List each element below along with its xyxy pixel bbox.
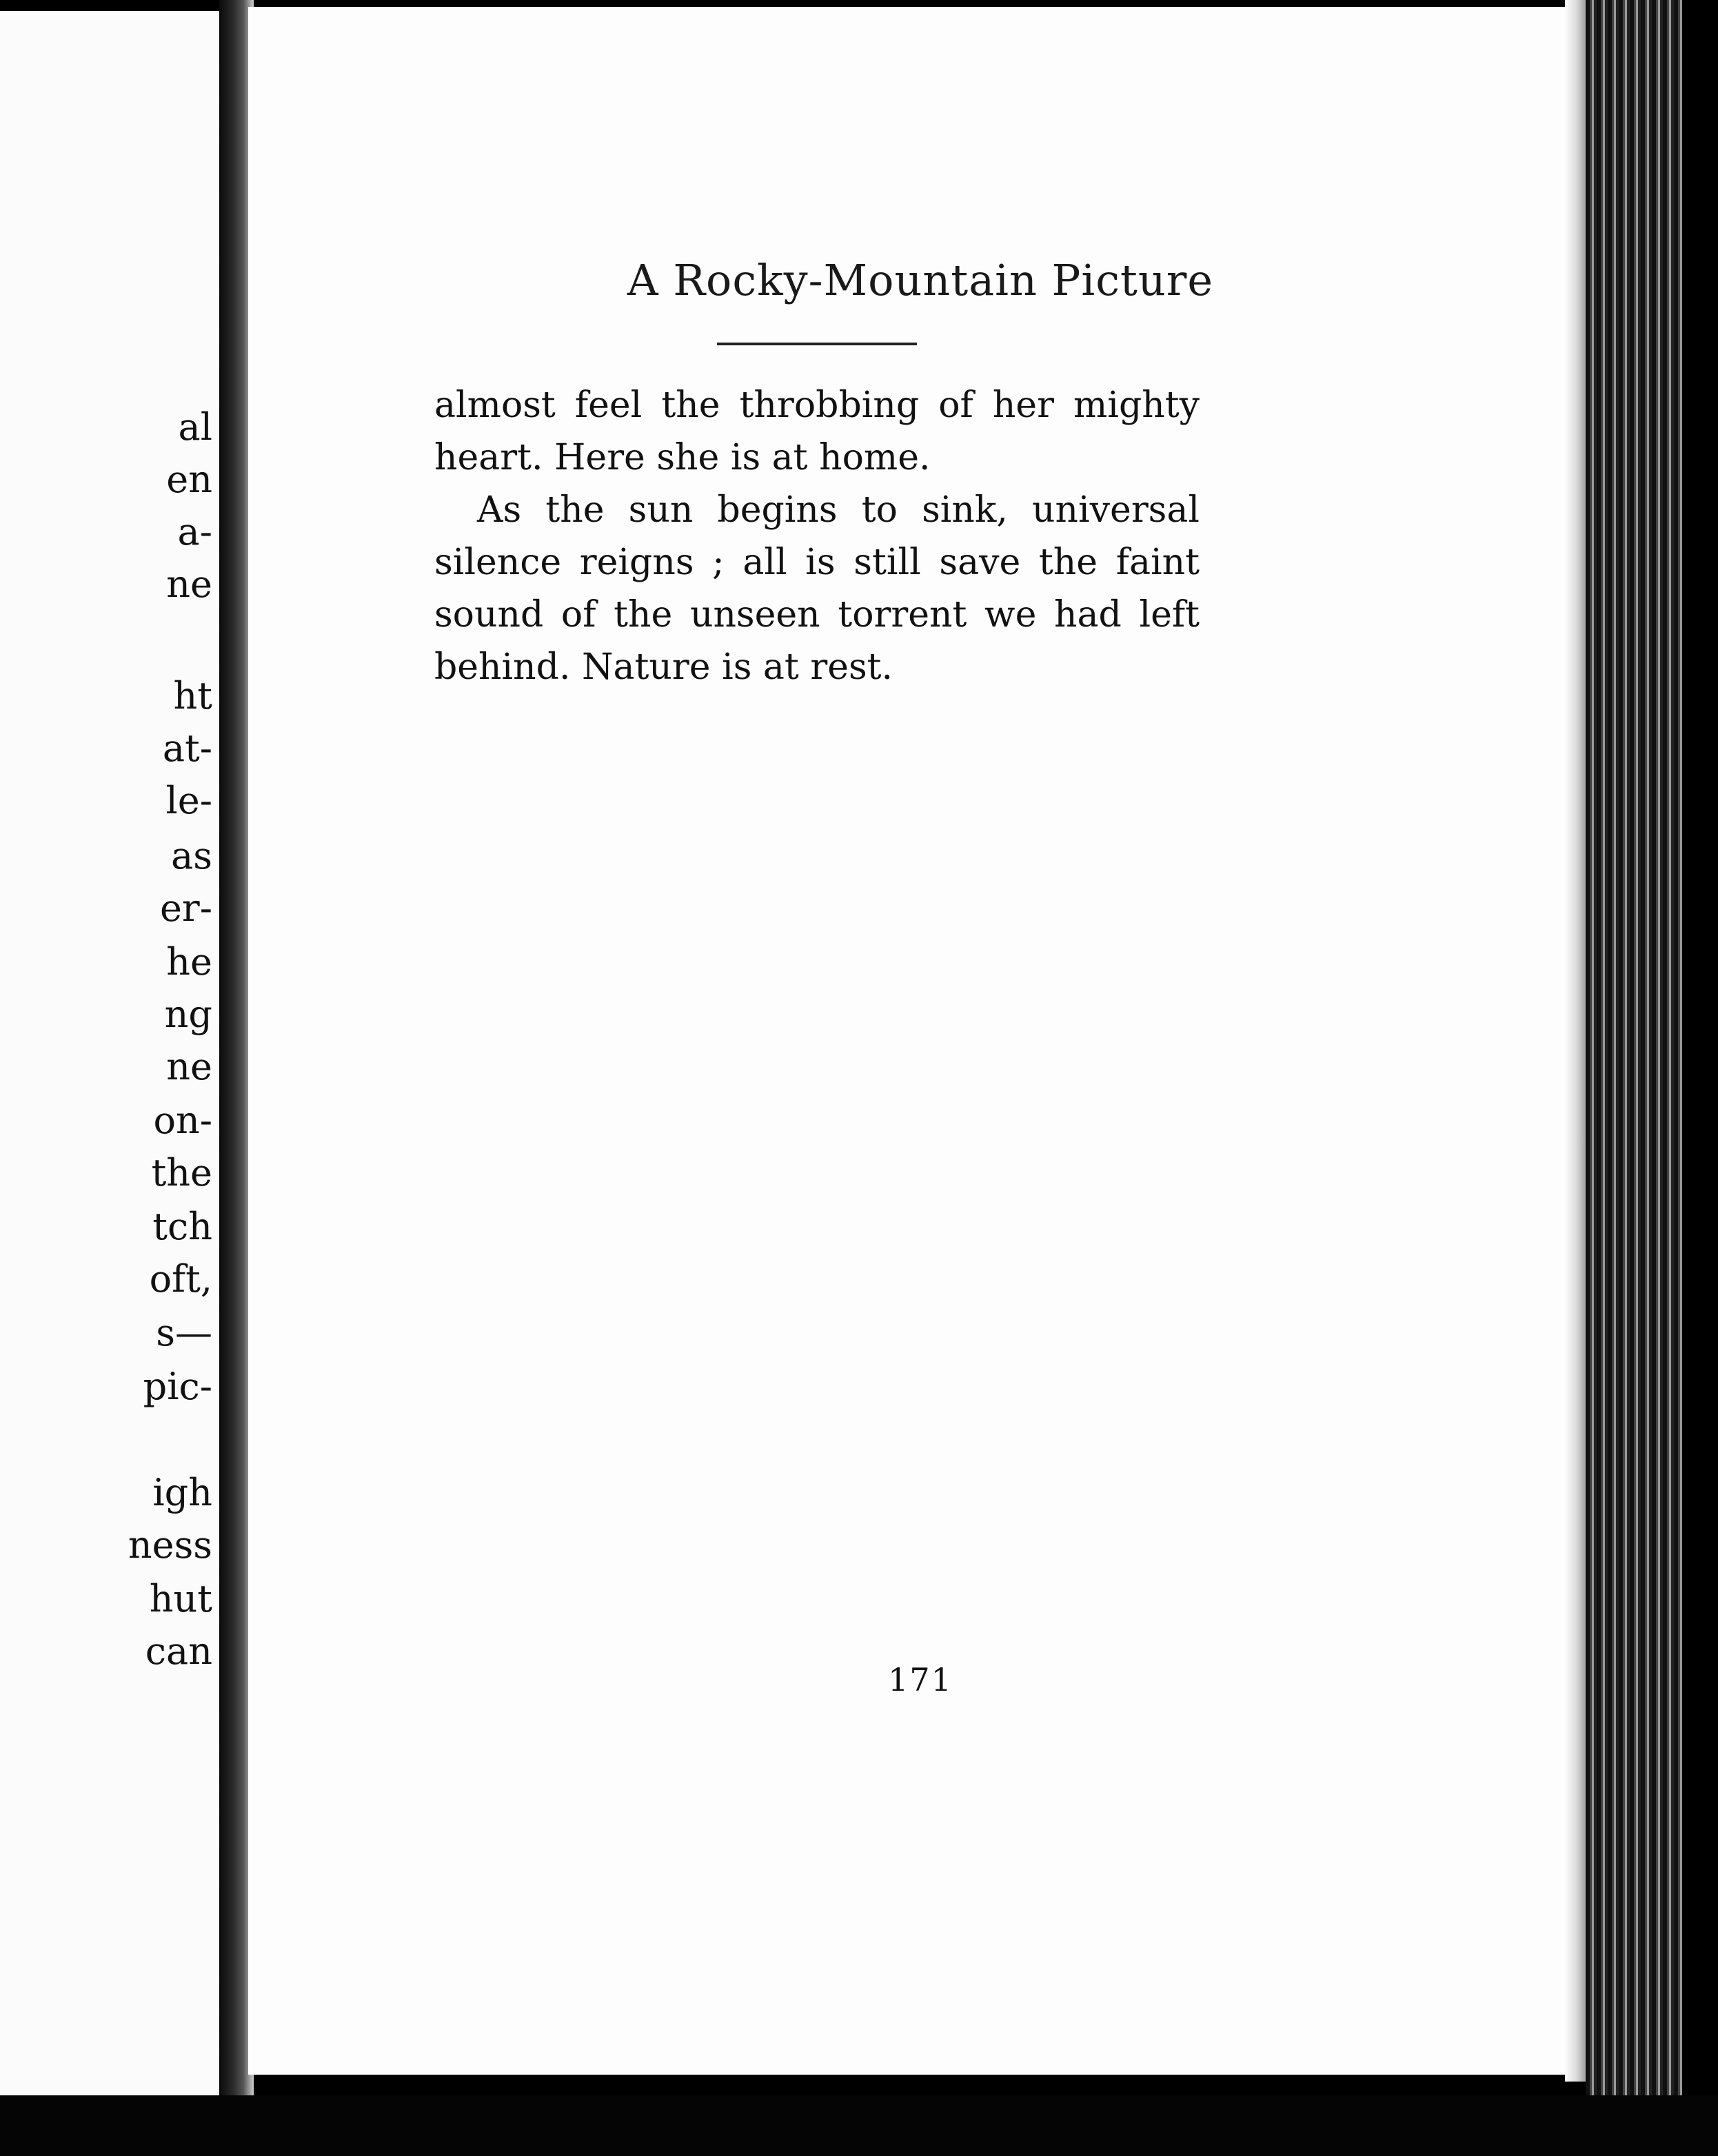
text-line: As the sun begins to sink, universal: [477, 489, 1200, 531]
left-page-fragment: ne: [166, 1045, 212, 1088]
left-page-fragment: er-: [159, 886, 212, 930]
page-number: 171: [888, 1661, 953, 1698]
scan-bottom-border: [0, 2095, 1718, 2156]
text-line: almost feel the throbbing of her mighty: [434, 385, 1200, 426]
left-page-fragment: ness: [128, 1523, 212, 1567]
left-page-fragment: ne: [166, 562, 212, 606]
left-page-fragment: al: [178, 405, 212, 449]
text-line: silence reigns ; all is still save the faint: [434, 542, 1200, 583]
left-page-fragment: the: [151, 1151, 212, 1194]
left-page-fragment: pic-: [143, 1365, 212, 1408]
left-page-fragment: oft,: [149, 1257, 212, 1301]
text-line: heart. Here she is at home.: [434, 437, 931, 478]
text-line: behind. Nature is at rest.: [434, 647, 893, 688]
left-page-fragment: ht: [173, 674, 212, 718]
left-page-fragment: le-: [165, 779, 212, 822]
left-page-fragment: as: [171, 834, 212, 877]
left-page-fragment: s—: [156, 1311, 212, 1354]
left-page-fragment: at-: [162, 726, 212, 770]
left-page-fragment: he: [166, 940, 212, 984]
left-page-fragment: on-: [153, 1099, 212, 1142]
body-text: [434, 379, 1200, 693]
left-page-fragment: tch: [152, 1205, 212, 1248]
left-page-fragment: igh: [152, 1471, 212, 1514]
left-page-fragment: ng: [164, 993, 212, 1036]
right-page: [248, 7, 1593, 2075]
left-page-fragment: hut: [149, 1577, 212, 1620]
left-page-fragment: en: [166, 458, 212, 501]
running-head: A Rocky-Mountain Picture: [627, 255, 1214, 305]
left-page-fragment: can: [145, 1629, 212, 1673]
text-line: sound of the unseen torrent we had left: [434, 594, 1200, 635]
book-page-edges: [1586, 0, 1682, 2123]
left-page-fragment: a-: [177, 510, 212, 553]
left-facing-page: [0, 11, 219, 2101]
head-rule: [717, 343, 917, 345]
